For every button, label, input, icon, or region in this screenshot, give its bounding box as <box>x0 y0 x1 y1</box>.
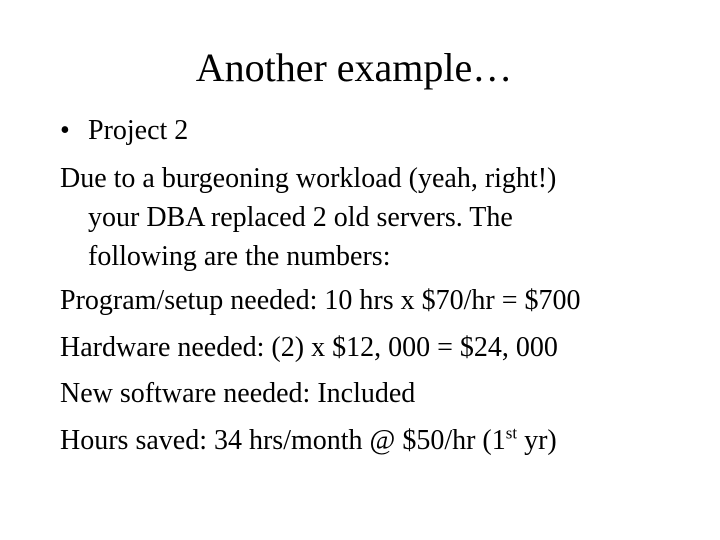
paragraph-line-1: Due to a burgeoning workload (yeah, right!) <box>60 163 557 194</box>
hours-saved-text: Hours saved: 34 hrs/month @ $50/hr (1 <box>60 425 506 456</box>
paragraph-line-3: following are the numbers: <box>88 241 391 272</box>
bullet-project-text: Project 2 <box>88 115 189 146</box>
software-line: New software needed: Included <box>60 378 416 409</box>
hours-saved-line <box>60 421 557 461</box>
hours-saved-suffix: yr) <box>517 425 557 456</box>
bullet-project <box>60 111 188 151</box>
bullet-icon: • <box>60 115 70 146</box>
paragraph-line-2: your DBA replaced 2 old servers. The <box>88 202 513 233</box>
hardware-line: Hardware needed: (2) x $12, 000 = $24, 000 <box>60 332 558 363</box>
program-setup-line: Program/setup needed: 10 hrs x $70/hr = $700 <box>60 285 581 316</box>
hours-saved-superscript: st <box>505 423 518 443</box>
slide-title: Another example… <box>195 45 513 90</box>
